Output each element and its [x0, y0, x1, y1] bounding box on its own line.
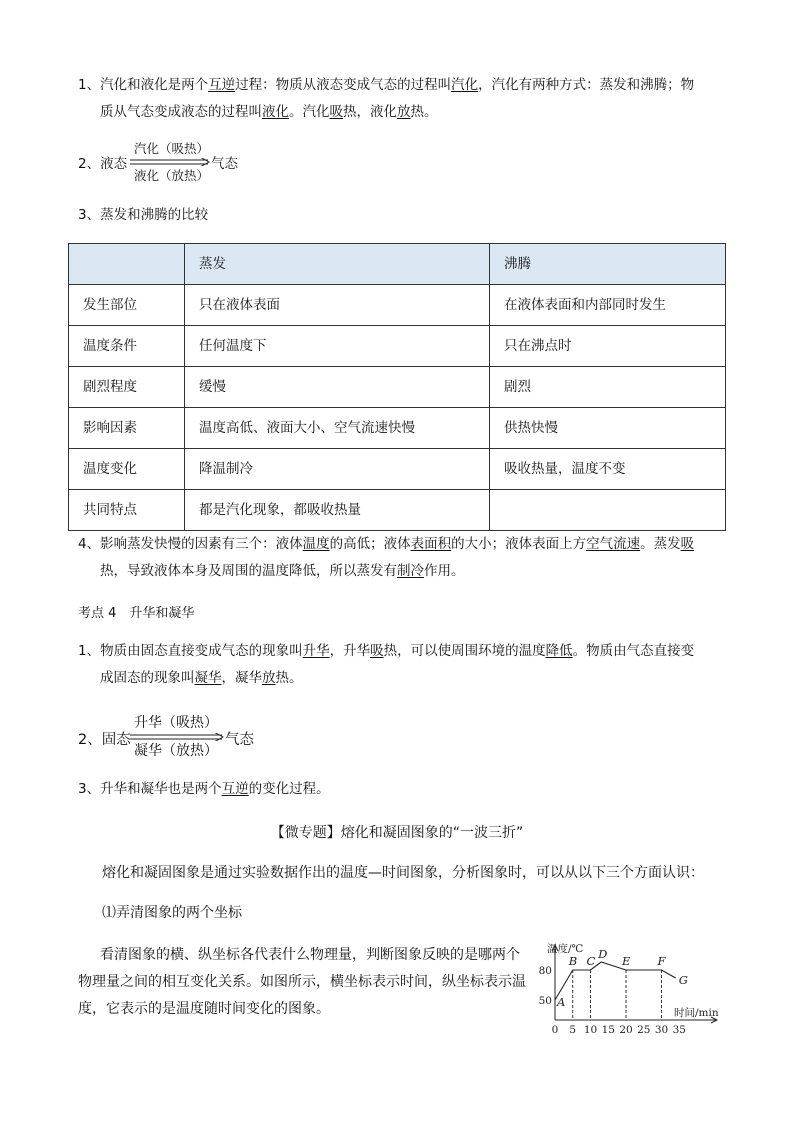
subheading-axes: ⑴弄清图象的两个坐标: [102, 905, 242, 921]
special-topic-title: 【微专题】熔化和凝固图象的“一波三折”: [270, 825, 524, 841]
table-cell: 任何温度下: [185, 326, 490, 367]
table-cell: 温度条件: [69, 326, 185, 367]
x-tick-label: 15: [601, 1024, 615, 1036]
table-cell: 发生部位: [69, 285, 185, 326]
equation-right: 气态: [225, 732, 254, 748]
body-paragraph: [78, 942, 538, 1023]
equation-vaporization: [78, 142, 278, 182]
section-title-comparison: 3、蒸发和沸腾的比较: [78, 207, 209, 223]
paragraph-evaporation-factors: 4、影响蒸发快慢的因素有三个：液体温度的高低；液体表面积的大小；液体表面上方空气流速。蒸发吸 热，导致液体本身及周围的温度降低，所以蒸发有制冷作用。: [78, 536, 695, 579]
table-cell: 在液体表面和内部同时发生: [490, 285, 726, 326]
y-tick-label: 80: [538, 965, 552, 977]
x-tick-label: 5: [569, 1024, 577, 1036]
x-axis-label: 时间/min: [674, 1007, 719, 1019]
x-tick-label: 10: [583, 1024, 598, 1036]
x-tick-label: 20: [619, 1024, 633, 1036]
double-arrow-icon: [130, 158, 210, 166]
equation-top-label: 升华（吸热）: [134, 715, 218, 731]
paragraph-sublimation: 1、物质由固态直接变成气态的现象叫升华，升华吸热，可以使周围环境的温度降低。物质由气态直接变 成固态的现象叫凝华，凝华放热。: [78, 643, 695, 686]
table-row: [69, 285, 726, 326]
table-row: [69, 367, 726, 408]
table-header-cell: 蒸发: [185, 244, 490, 285]
table-cell: 温度高低、液面大小、空气流速快慢: [185, 408, 490, 449]
table-header-row: [69, 244, 726, 285]
paragraph-vaporization: 1、汽化和液化是两个互逆过程：物质从液态变成气态的过程叫汽化，汽化有两种方式：蒸发和沸腾；物 质从气态变成液态的过程叫液化。汽化吸热，液化放热。: [78, 77, 695, 120]
equation-left: 2、固态: [78, 732, 131, 748]
point-label: D: [598, 947, 608, 961]
table-cell: 剧烈程度: [69, 367, 185, 408]
equation-top-label: 汽化（吸热）: [134, 141, 210, 156]
body-line: 物理量之间的相互变化关系。如图所示，横坐标表示时间，纵坐标表示温: [78, 974, 526, 990]
table-cell: 吸收热量，温度不变: [490, 449, 726, 490]
y-tick-label: 50: [538, 995, 552, 1007]
point-label: B: [568, 954, 578, 968]
equation-bottom-label: 凝华（放热）: [134, 743, 218, 759]
table-cell: 降温制冷: [185, 449, 490, 490]
table-cell: [490, 490, 726, 531]
point-label: C: [586, 954, 596, 968]
table-header-cell: [69, 244, 185, 285]
point-label: G: [678, 973, 688, 987]
table-header-cell: 沸腾: [490, 244, 726, 285]
x-tick-label: 25: [637, 1024, 651, 1036]
comparison-table: [68, 243, 726, 531]
table-cell: 缓慢: [185, 367, 490, 408]
point-label: F: [657, 954, 666, 968]
table-row: [69, 408, 726, 449]
point-label: A: [557, 995, 566, 1009]
paragraph-reversible: 3、升华和凝华也是两个互逆的变化过程。: [78, 781, 330, 797]
section-title-kaodian: 考点 4 升华和凝华: [78, 606, 195, 621]
y-axis-label: 温度/℃: [547, 943, 584, 955]
table-row: [69, 490, 726, 531]
table-cell: 共同特点: [69, 490, 185, 531]
table-cell: 只在液体表面: [185, 285, 490, 326]
x-tick-label: 0: [551, 1024, 559, 1036]
table-cell: 供热快慢: [490, 408, 726, 449]
equation-right: 气态: [211, 156, 238, 172]
x-tick-label: 30: [654, 1024, 669, 1036]
table-cell: 只在沸点时: [490, 326, 726, 367]
table-cell: 温度变化: [69, 449, 185, 490]
table-cell: 剧烈: [490, 367, 726, 408]
table-cell: 都是汽化现象，都吸收热量: [185, 490, 490, 531]
x-tick-label: 35: [672, 1024, 686, 1036]
body-line: 度，它表示的是温度随时间变化的图象。: [78, 1001, 330, 1017]
table-row: [69, 326, 726, 367]
equation-bottom-label: 液化（放热）: [134, 168, 210, 183]
table-cell: 影响因素: [69, 408, 185, 449]
equation-left: 2、液态: [78, 156, 128, 172]
temperature-time-chart: [533, 936, 723, 1036]
body-line: 看清图象的横、纵坐标各代表什么物理量，判断图象反映的是哪两个: [100, 947, 520, 963]
point-label: E: [622, 954, 631, 968]
intro-paragraph: 熔化和凝固图象是通过实验数据作出的温度—时间图象，分析图象时，可以从以下三个方面认识：: [102, 865, 704, 881]
table-row: [69, 449, 726, 490]
equation-sublimation: [78, 712, 278, 758]
